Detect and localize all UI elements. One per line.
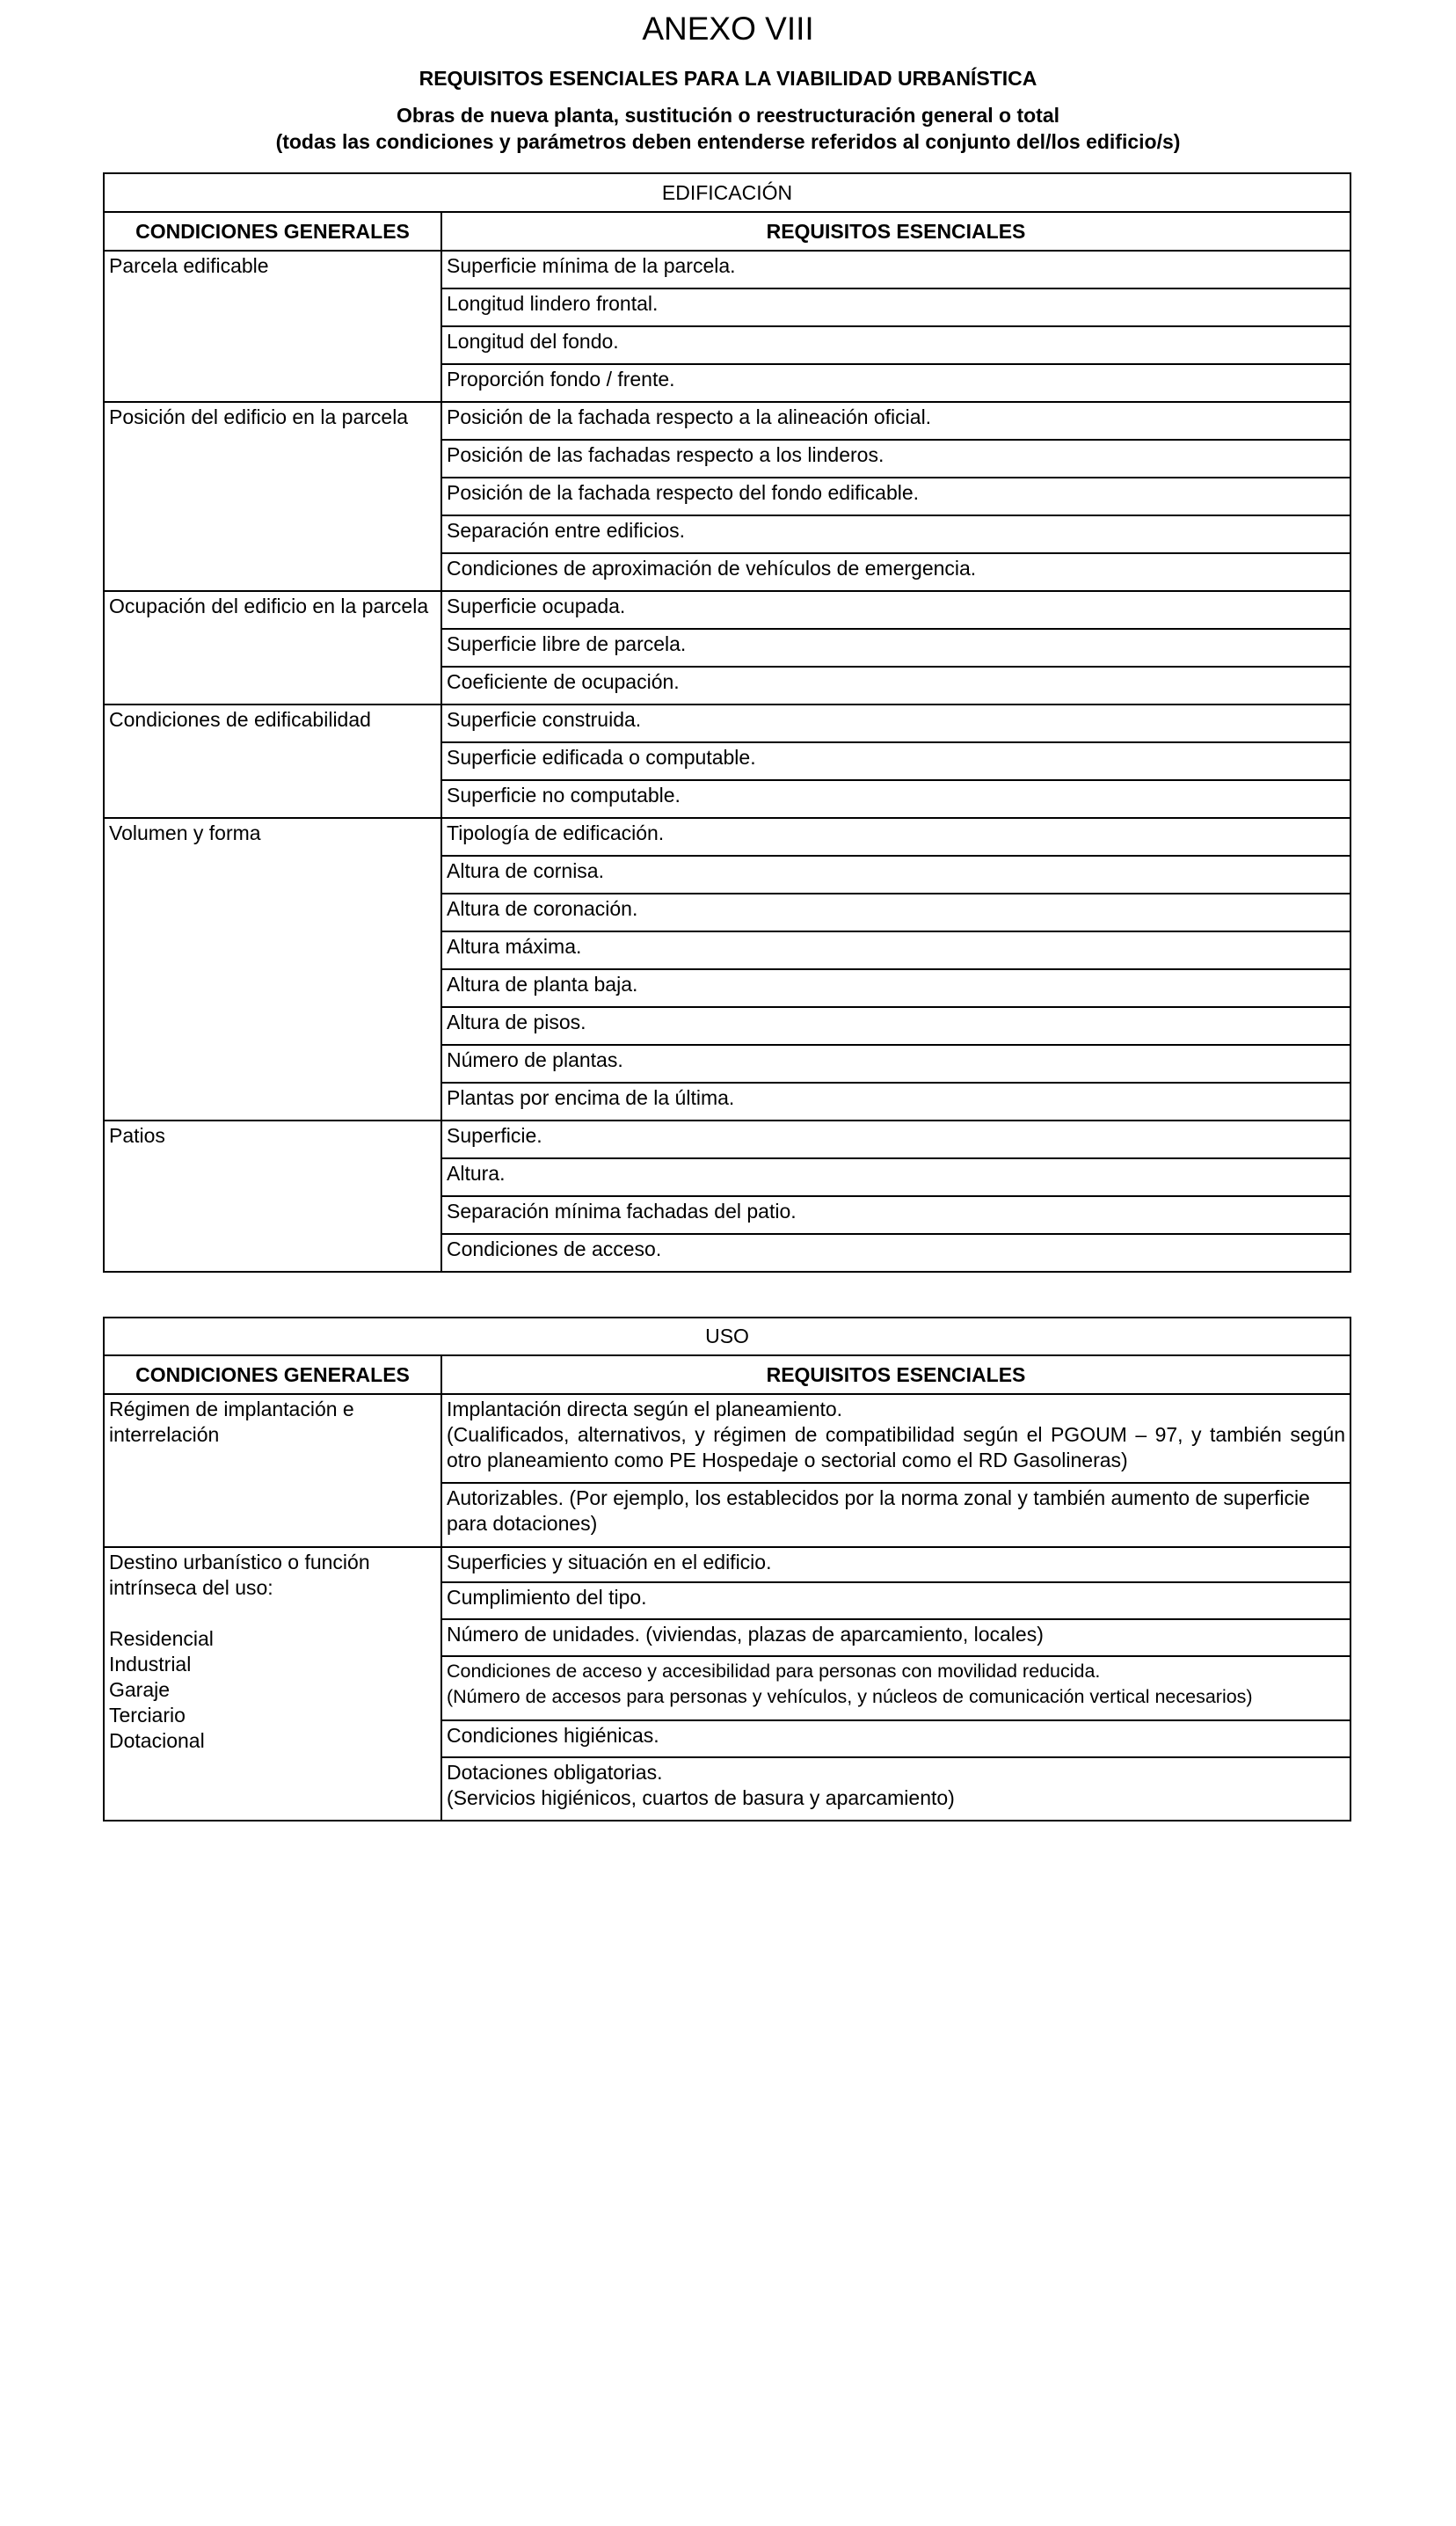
column-header-requirements: REQUISITOS ESENCIALES <box>441 212 1350 251</box>
requirement-cell <box>441 1394 1350 1483</box>
edificacion-table <box>103 172 1351 1273</box>
uso-table <box>103 1317 1351 1821</box>
requirement-cell: Tipología de edificación. <box>441 818 1350 856</box>
use-item: Garaje <box>109 1678 171 1701</box>
requirement-cell: Altura de cornisa. <box>441 856 1350 894</box>
table-row <box>104 818 1350 856</box>
requirement-cell: Condiciones de aproximación de vehículos de emergencia. <box>441 553 1350 591</box>
column-header-requirements: REQUISITOS ESENCIALES <box>441 1355 1350 1394</box>
use-item: Terciario <box>109 1704 186 1727</box>
requirement-cell: Altura. <box>441 1158 1350 1196</box>
condition-cell: Volumen y forma <box>104 818 441 1121</box>
requirement-cell: Superficie no computable. <box>441 780 1350 818</box>
use-item: Dotacional <box>109 1729 205 1752</box>
requirement-cell: Posición de la fachada respecto del fondo edificable. <box>441 478 1350 515</box>
annex-title: ANEXO VIII <box>642 11 814 47</box>
requirement-cell <box>441 1656 1350 1720</box>
requirement-cell: Superficie ocupada. <box>441 591 1350 629</box>
requirement-cell: Superficie construida. <box>441 705 1350 742</box>
subheading-works: Obras de nueva planta, sustitución o reestructuración general o total <box>396 104 1060 127</box>
requirement-cell: Número de plantas. <box>441 1045 1350 1083</box>
requirement-cell: Proporción fondo / frente. <box>441 364 1350 402</box>
requirement-cell: Número de unidades. (viviendas, plazas de aparcamiento, locales) <box>441 1619 1350 1656</box>
requirement-cell: Superficie. <box>441 1121 1350 1158</box>
condition-cell: Parcela edificable <box>104 251 441 402</box>
condition-cell: Condiciones de edificabilidad <box>104 705 441 818</box>
table-row <box>104 251 1350 288</box>
requirement-text: Condiciones de acceso y accesibilidad para personas con movilidad reducida. <box>447 1661 1101 1682</box>
requirement-cell: Coeficiente de ocupación. <box>441 667 1350 705</box>
requirement-cell: Longitud lindero frontal. <box>441 288 1350 326</box>
requirement-cell: Condiciones de acceso. <box>441 1234 1350 1272</box>
requirement-note: (Cualificados, alternativos, y régimen de compatibilidad según el PGOUM – 97, y también según otro planeamiento como PE Hospedaje o sectorial como el RD Gasolineras) <box>447 1423 1345 1471</box>
requirement-cell: Posición de las fachadas respecto a los linderos. <box>441 440 1350 478</box>
use-item: Residencial <box>109 1627 214 1650</box>
table-row <box>104 591 1350 629</box>
document-subheading <box>0 102 1456 155</box>
section-title-edificacion: EDIFICACIÓN <box>104 173 1350 212</box>
table-row <box>104 1121 1350 1158</box>
requirement-cell: Separación mínima fachadas del patio. <box>441 1196 1350 1234</box>
section-title-uso: USO <box>104 1318 1350 1355</box>
requirement-cell: Cumplimiento del tipo. <box>441 1582 1350 1619</box>
requirement-cell: Posición de la fachada respecto a la alineación oficial. <box>441 402 1350 440</box>
column-header-conditions: CONDICIONES GENERALES <box>104 212 441 251</box>
condition-text: Destino urbanístico o función intrínseca del uso: <box>109 1551 370 1599</box>
requirement-cell <box>441 1757 1350 1821</box>
requirement-cell: Superficie mínima de la parcela. <box>441 251 1350 288</box>
requirement-note: (Servicios higiénicos, cuartos de basura y aparcamiento) <box>447 1786 955 1809</box>
requirement-cell: Superficie libre de parcela. <box>441 629 1350 667</box>
requirement-cell: Autorizables. (Por ejemplo, los establecidos por la norma zonal y también aumento de superficie para dotaciones) <box>441 1483 1350 1547</box>
requirement-cell: Condiciones higiénicas. <box>441 1720 1350 1757</box>
document-heading: REQUISITOS ESENCIALES PARA LA VIABILIDAD URBANÍSTICA <box>419 67 1037 90</box>
requirement-cell: Plantas por encima de la última. <box>441 1083 1350 1121</box>
requirement-cell: Superficies y situación en el edificio. <box>441 1547 1350 1582</box>
requirement-cell: Separación entre edificios. <box>441 515 1350 553</box>
requirement-cell: Longitud del fondo. <box>441 326 1350 364</box>
requirement-note: (Número de accesos para personas y vehículos, y núcleos de comunicación vertical necesarios) <box>447 1686 1253 1707</box>
condition-cell: Ocupación del edificio en la parcela <box>104 591 441 705</box>
condition-cell: Patios <box>104 1121 441 1272</box>
table-row <box>104 705 1350 742</box>
use-item: Industrial <box>109 1653 192 1675</box>
condition-cell: Régimen de implantación e interrelación <box>104 1394 441 1547</box>
requirement-cell: Altura de coronación. <box>441 894 1350 931</box>
requirement-cell: Altura de pisos. <box>441 1007 1350 1045</box>
subheading-note: (todas las condiciones y parámetros deben entenderse referidos al conjunto del/los edificio/s) <box>275 130 1181 153</box>
requirement-cell: Altura máxima. <box>441 931 1350 969</box>
requirement-text: Dotaciones obligatorias. <box>447 1761 663 1784</box>
requirement-cell: Altura de planta baja. <box>441 969 1350 1007</box>
column-header-conditions: CONDICIONES GENERALES <box>104 1355 441 1394</box>
table-row <box>104 402 1350 440</box>
condition-cell: Posición del edificio en la parcela <box>104 402 441 591</box>
condition-cell <box>104 1547 441 1821</box>
requirement-cell: Superficie edificada o computable. <box>441 742 1350 780</box>
requirement-text: Implantación directa según el planeamiento. <box>447 1398 843 1420</box>
